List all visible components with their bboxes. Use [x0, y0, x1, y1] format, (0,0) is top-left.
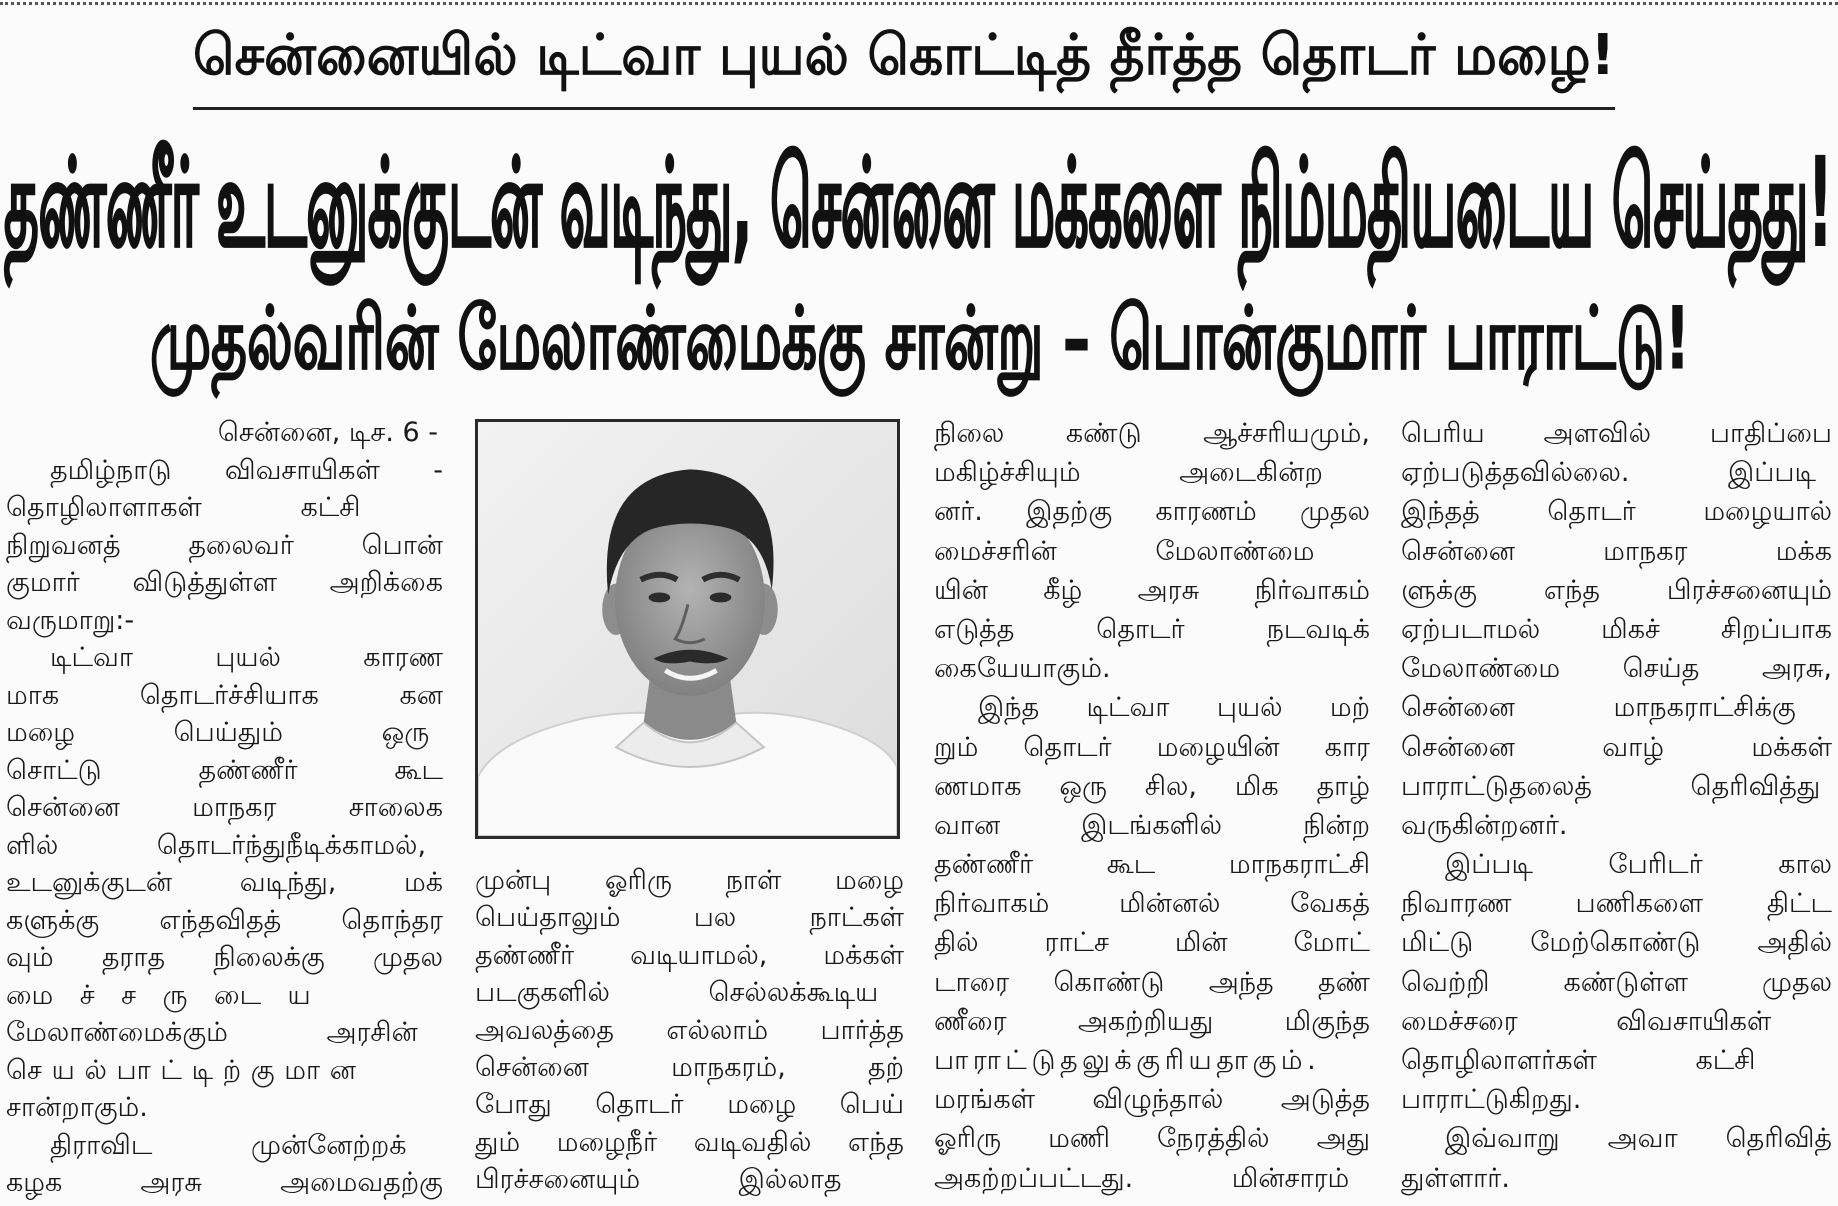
article-line-text: பெரிய அளவில் பாதிப்பை: [1401, 418, 1832, 449]
article-line: [1401, 728, 1833, 767]
article-line-text: மைச்சரின் மேலாண்மை: [934, 535, 1315, 567]
article-line: [6, 677, 444, 715]
article-line: [6, 1014, 444, 1052]
article-line-text: ஓரிரு மணி நேரத்தில் அது: [934, 1123, 1370, 1155]
article-line-text: தில் ராட்ச மின் மோட்: [934, 927, 1370, 959]
article-line: [6, 1127, 444, 1165]
article-line: [1401, 963, 1833, 1002]
headline-rule: [193, 107, 1615, 110]
article-line-text: நிவாரண பணிகளை திட்ட: [1401, 888, 1832, 920]
article-line-text: வும் தராத நிலைக்கு முதல: [6, 942, 443, 973]
portrait-image: [478, 422, 897, 836]
article-line: [1401, 688, 1833, 727]
dateline-text: சென்னை, டிச. 6 -: [217, 417, 438, 448]
article-line-text: இந்த டிட்வா புயல் மற்: [978, 692, 1370, 724]
article-line: [934, 1159, 1371, 1198]
article-line-text: குமார் விடுத்துள்ள அறிக்கை: [6, 567, 443, 598]
article-line: [934, 649, 1371, 688]
article-line-text: பாராட்டுதலைத் தெரிவித்து: [1401, 770, 1821, 802]
article-line: [6, 1089, 444, 1127]
article-line: [6, 789, 444, 827]
article-line-text: கழக அரசு அமைவதற்கு: [6, 1167, 443, 1198]
article-line-text: மழை பெய்தும் ஒரு: [6, 717, 430, 748]
article-line-text: படகுகளில் செல்லக்கூடிய: [475, 977, 879, 1009]
article-line-text: கையேயாகும்.: [934, 653, 1111, 685]
article-line-text: சென்னை மாநகராட்சிக்கு: [1401, 692, 1796, 724]
article-line: [934, 806, 1371, 845]
article-line-text: ணீரை அகற்றியது மிகுந்த: [934, 1005, 1370, 1037]
article-line: [934, 688, 1371, 727]
article-line-text: ளுக்கு எந்த பிரச்சனையும்: [1401, 574, 1832, 606]
article-line: [934, 1080, 1371, 1119]
article-line: [934, 767, 1371, 806]
article-line-text: சென்னை மாநகரம், தற்: [475, 1051, 904, 1083]
article-line-text: இந்தத் தொடர் மழையால்: [1401, 496, 1832, 528]
article-line-text: வருகின்றனர்.: [1401, 809, 1568, 841]
article-line-text: திராவிட முன்னேற்றக்: [50, 1129, 407, 1161]
article-line: [475, 899, 905, 936]
article-line-text: மைச்சரை விவசாயிகள்: [1401, 1005, 1772, 1037]
kicker-headline-text: சென்னையில் டிட்வா புயல் கொட்டித் தீர்த்த தொடர் மழை!: [193, 23, 1615, 88]
article-line: [934, 453, 1371, 492]
article-line-text: நிறுவனத் தலைவர் பொன்: [6, 529, 443, 561]
article-line-text: களுக்கு எந்தவிதத் தொந்தர: [6, 904, 443, 936]
article-line: [6, 452, 444, 490]
article-line: [6, 939, 444, 977]
main-headline-text: தண்ணீர் உடனுக்குடன் வடிந்து, சென்னை மக்களை நிம்மதியடைய செய்தது!: [4, 132, 1832, 274]
article-line: [934, 532, 1371, 571]
article-line: [934, 414, 1371, 453]
article-line-text: அவலத்தை எல்லாம் பார்த்த: [475, 1014, 904, 1046]
article-line-text: வெற்றி கண்டுள்ள முதல: [1401, 966, 1832, 998]
article-line-text: மிட்டு மேற்கொண்டு அதில்: [1401, 927, 1832, 959]
article-line: [6, 902, 444, 940]
article-column-3: [934, 414, 1371, 1198]
article-line: [475, 937, 905, 974]
article-line-text: மகிழ்ச்சியும் அடைகின்ற: [934, 457, 1323, 489]
article-line: [1401, 414, 1833, 453]
article-line-text: மேலாண்மை செய்த அரசு,: [1401, 653, 1832, 685]
article-line-text: டிட்வா புயல் காரண: [50, 642, 443, 673]
article-line-text: தொழிலாளர்கள் கட்சி: [1401, 1045, 1756, 1076]
article-line: [934, 1002, 1371, 1041]
article-line-text: உடனுக்குடன் வடிந்து, மக்: [6, 867, 443, 898]
article-line: [934, 963, 1371, 1002]
article-line: [934, 1041, 1371, 1080]
article-line-text: ளில் தொடர்ந்துநீடிக்காமல்,: [6, 829, 427, 861]
article-line-text: அகற்றப்பட்டது. மின்சாரம்: [934, 1162, 1350, 1194]
article-line: [6, 639, 444, 677]
article-line-text: பாராட்டுகிறது.: [1401, 1084, 1582, 1116]
article-line: [6, 864, 444, 902]
article-line-text: மரங்கள் விழுந்தால் அடுத்த: [934, 1084, 1370, 1116]
article-line-text: போது தொடர் மழை பெய்: [475, 1089, 904, 1121]
article-line: [934, 884, 1371, 923]
article-line: [1401, 845, 1833, 884]
article-line: [934, 1119, 1371, 1158]
article-line: [1401, 1119, 1833, 1158]
article-line-text: மேலாண்மைக்கும் அரசின்: [6, 1017, 418, 1048]
article-line: [1401, 492, 1833, 531]
article-line-text: தமிழ்நாடு விவசாயிகள் -: [50, 454, 443, 486]
article-line: [1401, 571, 1833, 610]
article-line: [475, 974, 905, 1011]
article-line: [6, 489, 444, 527]
article-line-text: செயல்பாட்டிற்குமான: [6, 1054, 366, 1086]
article-line: [475, 1049, 905, 1086]
article-column-1: [6, 414, 444, 1202]
article-line-text: துள்ளார்.: [1401, 1162, 1510, 1194]
article-line: [6, 1052, 444, 1090]
sub-headline-text: முதல்வரின் மேலாண்மைக்கு சான்று – பொன்குமார் பாராட்டு!: [150, 289, 1690, 389]
article-line: [1401, 649, 1833, 688]
article-line: [1401, 1002, 1833, 1041]
article-line-text: நிலை கண்டு ஆச்சரியமும்,: [934, 418, 1370, 449]
article-line: [934, 571, 1371, 610]
article-line: [934, 610, 1371, 649]
article-line: [1401, 532, 1833, 571]
article-line-text: ணமாக ஒரு சில, மிக தாழ்: [934, 770, 1370, 802]
article-line: [1401, 767, 1833, 806]
article-line: [475, 1086, 905, 1123]
article-line: [1401, 1080, 1833, 1119]
article-line: [934, 923, 1371, 962]
article-line: [6, 527, 444, 565]
portrait-photo: [475, 419, 900, 839]
article-line-text: தும் மழைநீர் வடிவதில் எந்த: [475, 1126, 904, 1158]
article-line: [6, 714, 444, 752]
article-line-text: இவ்வாறு அவா தெரிவித்: [1445, 1123, 1832, 1155]
article-line: [1401, 923, 1833, 962]
article-line: [1401, 610, 1833, 649]
article-line-text: சென்னை மாநகர மக்க: [1401, 535, 1832, 567]
article-line: [6, 602, 444, 640]
article-line: [1401, 884, 1833, 923]
portrait-left-eye: [649, 593, 671, 603]
article-line-text: சான்றாகும்.: [6, 1092, 148, 1123]
article-line-text: பாராட்டுதலுக்குரியதாகும்.: [934, 1045, 1321, 1076]
article-line: [6, 827, 444, 865]
article-column-2: [475, 862, 905, 1199]
article-line-text: சென்னை வாழ் மக்கள்: [1401, 731, 1832, 763]
article-line-text: வான இடங்களில் நின்ற: [934, 809, 1370, 841]
article-line: [934, 845, 1371, 884]
article-line: [1401, 806, 1833, 845]
article-line-text: பிரச்சனையும் இல்லாத: [475, 1164, 842, 1196]
article-line-text: எடுத்த தொடர் நடவடிக்: [934, 613, 1370, 645]
article-line: [1401, 1159, 1833, 1198]
clipping-top-edge: [0, 2, 1838, 5]
article-column-4: [1401, 414, 1833, 1198]
article-line: [6, 564, 444, 602]
article-line-text: சொட்டு தண்ணீர் கூட: [6, 754, 443, 786]
article-line-text: ஏற்படாமல் மிகச் சிறப்பாக: [1401, 613, 1832, 645]
kicker-headline: [193, 14, 1615, 98]
sub-headline: [150, 287, 1690, 391]
article-line-text: நிர்வாகம் மின்னல் வேகத்: [934, 888, 1370, 920]
main-headline: [4, 120, 1832, 286]
portrait-right-eye: [710, 593, 732, 603]
article-line: [6, 752, 444, 790]
article-line: [1401, 453, 1833, 492]
article-line-text: தொழிலாளாகள் கட்சி: [6, 492, 361, 523]
article-line-text: டாரை கொண்டு அந்த தண்: [934, 966, 1370, 998]
article-line-text: வருமாறு:-: [6, 604, 135, 636]
article-line-text: சென்னை மாநகர சாலைக: [6, 792, 443, 823]
dateline: [6, 414, 444, 452]
article-line: [934, 492, 1371, 531]
article-line: [934, 728, 1371, 767]
article-line-text: றும் தொடர் மழையின் கார: [934, 731, 1370, 763]
article-line-text: தண்ணீர் கூட மாநகராட்சி: [934, 849, 1370, 881]
article-line: [475, 1124, 905, 1161]
article-line: [6, 1164, 444, 1202]
article-line: [6, 977, 444, 1015]
article-line: [475, 1012, 905, 1049]
article-line: [475, 1161, 905, 1198]
article-line-text: மைச்சருடைய: [6, 979, 338, 1011]
article-line-text: னர். இதற்கு காரணம் முதல: [934, 496, 1370, 528]
article-line-text: பெய்தாலும் பல நாட்கள்: [475, 902, 904, 934]
article-line-text: யின் கீழ் அரசு நிர்வாகம்: [934, 574, 1370, 606]
article-line-text: இப்படி பேரிடர் கால: [1445, 849, 1832, 881]
article-line: [1401, 1041, 1833, 1080]
article-line-text: முன்பு ஓரிரு நாள் மழை: [475, 865, 904, 896]
article-line-text: மாக தொடர்ச்சியாக கன: [6, 679, 443, 711]
article-line-text: ஏற்படுத்தவில்லை. இப்படி: [1401, 457, 1816, 489]
article-line-text: தண்ணீர் வடியாமல், மக்கள்: [475, 939, 904, 971]
article-line: [475, 862, 905, 899]
